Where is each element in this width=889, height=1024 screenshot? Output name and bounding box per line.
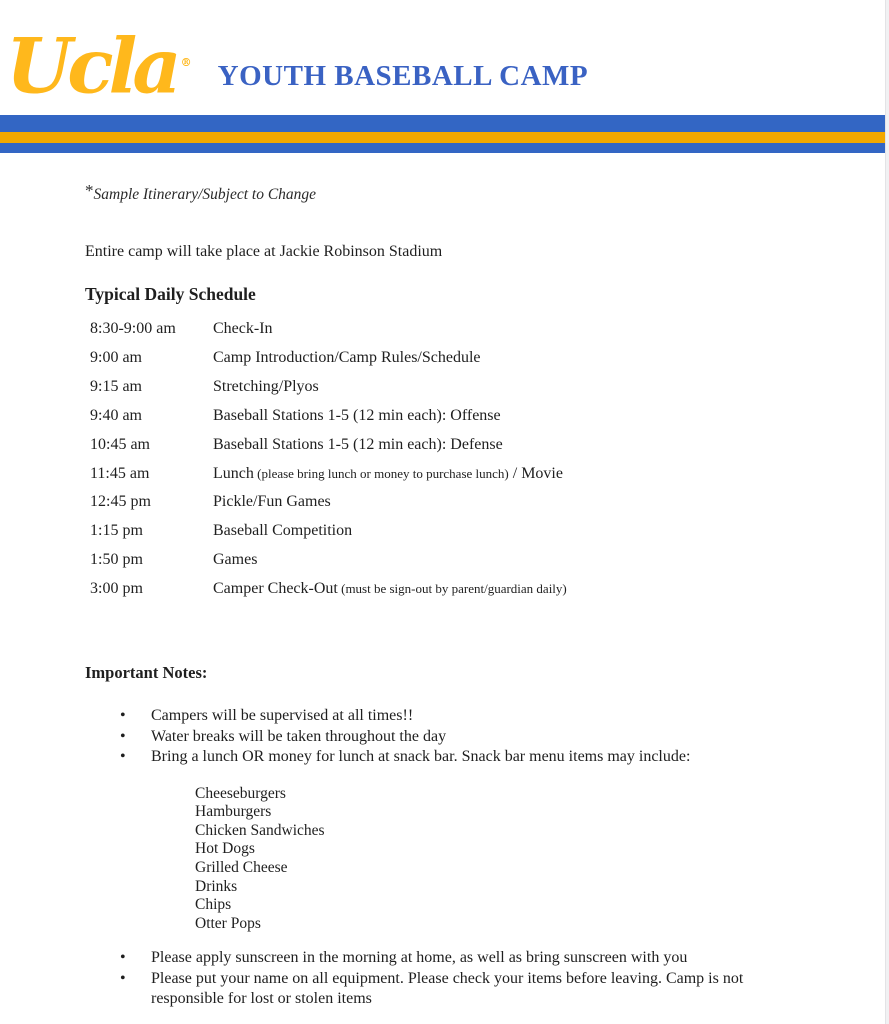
menu-item: Chicken Sandwiches bbox=[195, 821, 325, 839]
schedule-time: 10:45 am bbox=[90, 435, 150, 453]
snack-menu-list bbox=[195, 785, 849, 934]
schedule-time: 9:40 am bbox=[90, 406, 142, 424]
notes-bullet-list bbox=[118, 706, 818, 768]
notes-heading: Important Notes: bbox=[85, 663, 208, 683]
schedule-row bbox=[90, 373, 849, 402]
note-bullet-item: • Please put your name on all equipment. Please check your items before leaving. Camp is not responsible for lost or stolen items bbox=[118, 969, 818, 1010]
schedule-row bbox=[90, 488, 849, 517]
schedule-time: 1:50 pm bbox=[90, 551, 143, 569]
stripe-blue-top bbox=[0, 115, 885, 132]
schedule-time: 9:00 am bbox=[90, 348, 142, 366]
ucla-logo-text: Ucla bbox=[6, 21, 177, 110]
schedule-row bbox=[90, 402, 849, 431]
stripe-gold bbox=[0, 132, 885, 143]
schedule-activity: Pickle/Fun Games bbox=[213, 493, 331, 511]
schedule-activity-note: (must be sign-out by parent/guardian daily) bbox=[337, 581, 567, 597]
schedule-row bbox=[90, 431, 849, 460]
schedule-row bbox=[90, 546, 849, 575]
menu-item: Hot Dogs bbox=[195, 840, 255, 858]
schedule-activity: Baseball Competition bbox=[213, 522, 353, 540]
note-bullet-item: • Water breaks will be taken throughout the day bbox=[118, 727, 818, 748]
schedule-activity-note: (please bring lunch or money to purchase lunch) bbox=[253, 465, 509, 481]
menu-item: Grilled Cheese bbox=[195, 858, 288, 876]
schedule-table bbox=[90, 315, 849, 604]
document-body bbox=[0, 180, 889, 1010]
page-title: YOUTH BASEBALL CAMP bbox=[217, 60, 589, 92]
menu-item: Drinks bbox=[195, 877, 238, 895]
menu-item: Hamburgers bbox=[195, 803, 272, 821]
schedule-time: 9:15 am bbox=[90, 377, 142, 395]
stripe-blue-bottom bbox=[0, 143, 885, 153]
note-bullet-item: • Bring a lunch OR money for lunch at snack bar. Snack bar menu items may include: bbox=[118, 747, 818, 768]
menu-item: Chips bbox=[195, 896, 232, 914]
menu-item: Otter Pops bbox=[195, 914, 261, 932]
schedule-time: 11:45 am bbox=[90, 464, 150, 482]
schedule-time: 12:45 pm bbox=[90, 493, 151, 511]
note-bullet-item: • Campers will be supervised at all times!! bbox=[118, 706, 818, 727]
document-header bbox=[0, 0, 889, 115]
schedule-time: 1:15 pm bbox=[90, 522, 143, 540]
schedule-activity: Check-In bbox=[213, 320, 273, 337]
schedule-row bbox=[90, 460, 849, 489]
schedule-activity: Camp Introduction/Camp Rules/Schedule bbox=[213, 348, 481, 366]
bottom-bullet-list bbox=[118, 948, 818, 1010]
ucla-logo bbox=[6, 15, 192, 115]
schedule-row bbox=[90, 517, 849, 546]
schedule-heading: Typical Daily Schedule bbox=[85, 284, 256, 304]
location-note: Entire camp will take place at Jackie Robinson Stadium bbox=[85, 243, 443, 260]
disclaimer bbox=[85, 180, 849, 205]
disclaimer-asterisk: * bbox=[85, 181, 94, 200]
note-bullet-item: • Please apply sunscreen in the morning at home, as well as bring sunscreen with you bbox=[118, 948, 818, 969]
schedule-time: 8:30-9:00 am bbox=[90, 320, 176, 337]
schedule-activity: Camper Check-Out (must be sign-out by parent/guardian daily) bbox=[213, 580, 567, 598]
schedule-activity: Games bbox=[213, 551, 258, 569]
schedule-activity: Stretching/Plyos bbox=[213, 377, 319, 395]
schedule-activity: Baseball Stations 1-5 (12 min each): Defense bbox=[213, 435, 503, 453]
schedule-row bbox=[90, 575, 849, 604]
disclaimer-text: Sample Itinerary/Subject to Change bbox=[93, 186, 317, 203]
menu-item: Cheeseburgers bbox=[195, 784, 286, 802]
page-edge bbox=[885, 0, 889, 1024]
schedule-time: 3:00 pm bbox=[90, 580, 143, 598]
registered-trademark-icon: ® bbox=[180, 55, 192, 69]
brand-stripes bbox=[0, 115, 885, 153]
schedule-row bbox=[90, 344, 849, 373]
schedule-row bbox=[90, 315, 849, 344]
schedule-activity: Baseball Stations 1-5 (12 min each): Offense bbox=[213, 406, 501, 424]
schedule-activity: Lunch (please bring lunch or money to purchase lunch) / Movie bbox=[213, 464, 563, 482]
